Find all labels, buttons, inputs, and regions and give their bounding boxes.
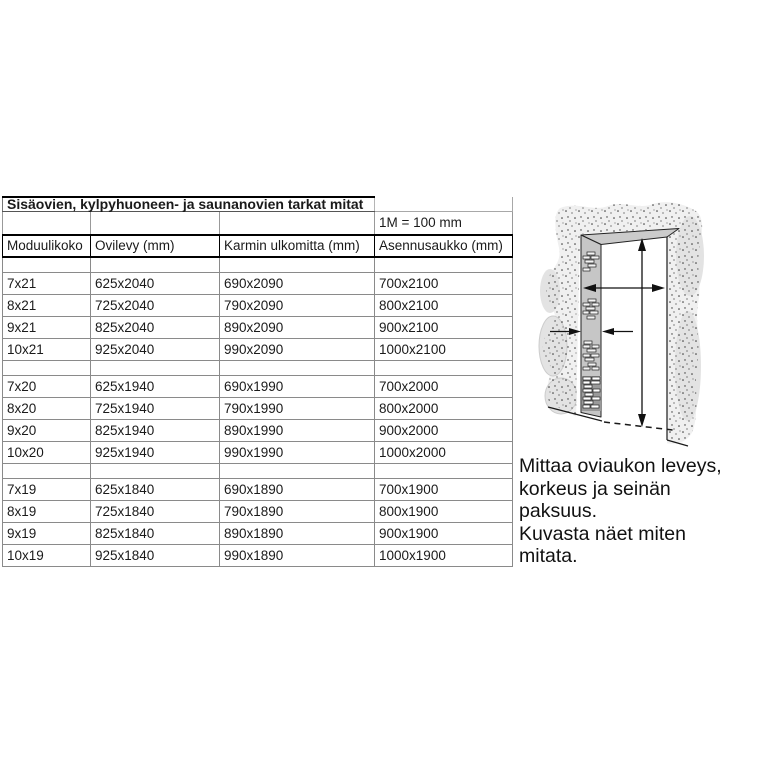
table-cell: 1000x2100 bbox=[375, 339, 513, 361]
separator-row bbox=[3, 464, 513, 479]
table-cell: 890x2090 bbox=[220, 317, 375, 339]
table-cell: 825x1840 bbox=[91, 523, 220, 545]
table-cell bbox=[375, 257, 513, 273]
table-cell: 9x21 bbox=[3, 317, 91, 339]
table-cell bbox=[91, 464, 220, 479]
table-cell: 10x19 bbox=[3, 545, 91, 567]
table-title-row bbox=[3, 197, 513, 212]
table-cell: 9x20 bbox=[3, 420, 91, 442]
table-cell: 725x2040 bbox=[91, 295, 220, 317]
table-cell: 625x2040 bbox=[91, 273, 220, 295]
table-row bbox=[3, 398, 513, 420]
table-cell: 690x1990 bbox=[220, 376, 375, 398]
table-cell: 790x1990 bbox=[220, 398, 375, 420]
table-cell: 800x1900 bbox=[375, 501, 513, 523]
table-cell: 800x2100 bbox=[375, 295, 513, 317]
table-cell: 790x1890 bbox=[220, 501, 375, 523]
table-cell: 690x1890 bbox=[220, 479, 375, 501]
table-cell: 925x1940 bbox=[91, 442, 220, 464]
table-cell: 1000x1900 bbox=[375, 545, 513, 567]
separator-row bbox=[3, 257, 513, 273]
table-cell: 900x2000 bbox=[375, 420, 513, 442]
door-dimensions-table bbox=[2, 196, 513, 567]
table-row bbox=[3, 295, 513, 317]
table-row bbox=[3, 317, 513, 339]
table-cell bbox=[220, 257, 375, 273]
table-cell bbox=[3, 257, 91, 273]
table-cell: 8x20 bbox=[3, 398, 91, 420]
table-title: Sisäovien, kylpyhuoneen- ja saunanovien tarkat mitat bbox=[3, 197, 375, 212]
table-cell bbox=[220, 361, 375, 376]
instruction-line: Mittaa oviaukon leveys, bbox=[519, 455, 722, 477]
table-cell bbox=[375, 464, 513, 479]
table-cell bbox=[3, 361, 91, 376]
table-cell: 925x2040 bbox=[91, 339, 220, 361]
table-cell bbox=[375, 361, 513, 376]
table-cell: 925x1840 bbox=[91, 545, 220, 567]
table-cell bbox=[3, 464, 91, 479]
separator-row bbox=[3, 361, 513, 376]
table-cell: 900x1900 bbox=[375, 523, 513, 545]
table-cell: 825x1940 bbox=[91, 420, 220, 442]
table-row bbox=[3, 339, 513, 361]
table-row bbox=[3, 442, 513, 464]
table-note-row bbox=[3, 212, 513, 236]
table-cell bbox=[91, 361, 220, 376]
table-cell: 900x2100 bbox=[375, 317, 513, 339]
table-cell: 990x2090 bbox=[220, 339, 375, 361]
table-cell: 990x1990 bbox=[220, 442, 375, 464]
instruction-line: korkeus ja seinän paksuus. bbox=[519, 477, 671, 522]
table-cell: 700x2000 bbox=[375, 376, 513, 398]
table-cell bbox=[220, 464, 375, 479]
table-header-row bbox=[3, 235, 513, 257]
table-cell: 8x21 bbox=[3, 295, 91, 317]
table-cell: 7x20 bbox=[3, 376, 91, 398]
table-cell: 790x2090 bbox=[220, 295, 375, 317]
table-row bbox=[3, 273, 513, 295]
module-note: 1M = 100 mm bbox=[375, 212, 513, 236]
table-cell: 890x1890 bbox=[220, 523, 375, 545]
table-cell bbox=[3, 212, 91, 236]
table-row bbox=[3, 545, 513, 567]
measurement-instructions bbox=[519, 455, 749, 568]
table-cell: 1000x2000 bbox=[375, 442, 513, 464]
table-cell: 700x1900 bbox=[375, 479, 513, 501]
column-header-ovilevy: Ovilevy (mm) bbox=[91, 235, 220, 257]
table-cell: 990x1890 bbox=[220, 545, 375, 567]
table-cell bbox=[91, 212, 220, 236]
table-cell bbox=[220, 212, 375, 236]
table-cell: 800x2000 bbox=[375, 398, 513, 420]
table-cell: 825x2040 bbox=[91, 317, 220, 339]
column-header-moduulikoko: Moduulikoko bbox=[3, 235, 91, 257]
table-cell: 725x1840 bbox=[91, 501, 220, 523]
table-row bbox=[3, 523, 513, 545]
table-cell bbox=[91, 257, 220, 273]
column-header-karmin-ulkomitta: Karmin ulkomitta (mm) bbox=[220, 235, 375, 257]
table-body bbox=[3, 197, 513, 567]
table-cell: 725x1940 bbox=[91, 398, 220, 420]
table-cell: 7x21 bbox=[3, 273, 91, 295]
table-row bbox=[3, 420, 513, 442]
door-opening-measurement-diagram bbox=[538, 196, 723, 462]
table-row bbox=[3, 376, 513, 398]
table-row bbox=[3, 479, 513, 501]
table-cell: 10x20 bbox=[3, 442, 91, 464]
table-cell: 625x1840 bbox=[91, 479, 220, 501]
table-cell: 9x19 bbox=[3, 523, 91, 545]
table-cell: 10x21 bbox=[3, 339, 91, 361]
table-title-spacer bbox=[375, 197, 513, 212]
column-header-asennusaukko: Asennusaukko (mm) bbox=[375, 235, 513, 257]
table-cell: 8x19 bbox=[3, 501, 91, 523]
table-row bbox=[3, 501, 513, 523]
table-cell: 625x1940 bbox=[91, 376, 220, 398]
instruction-line: Kuvasta näet miten mitata. bbox=[519, 522, 686, 567]
table-cell: 700x2100 bbox=[375, 273, 513, 295]
table-cell: 890x1990 bbox=[220, 420, 375, 442]
table-cell: 690x2090 bbox=[220, 273, 375, 295]
table-cell: 7x19 bbox=[3, 479, 91, 501]
